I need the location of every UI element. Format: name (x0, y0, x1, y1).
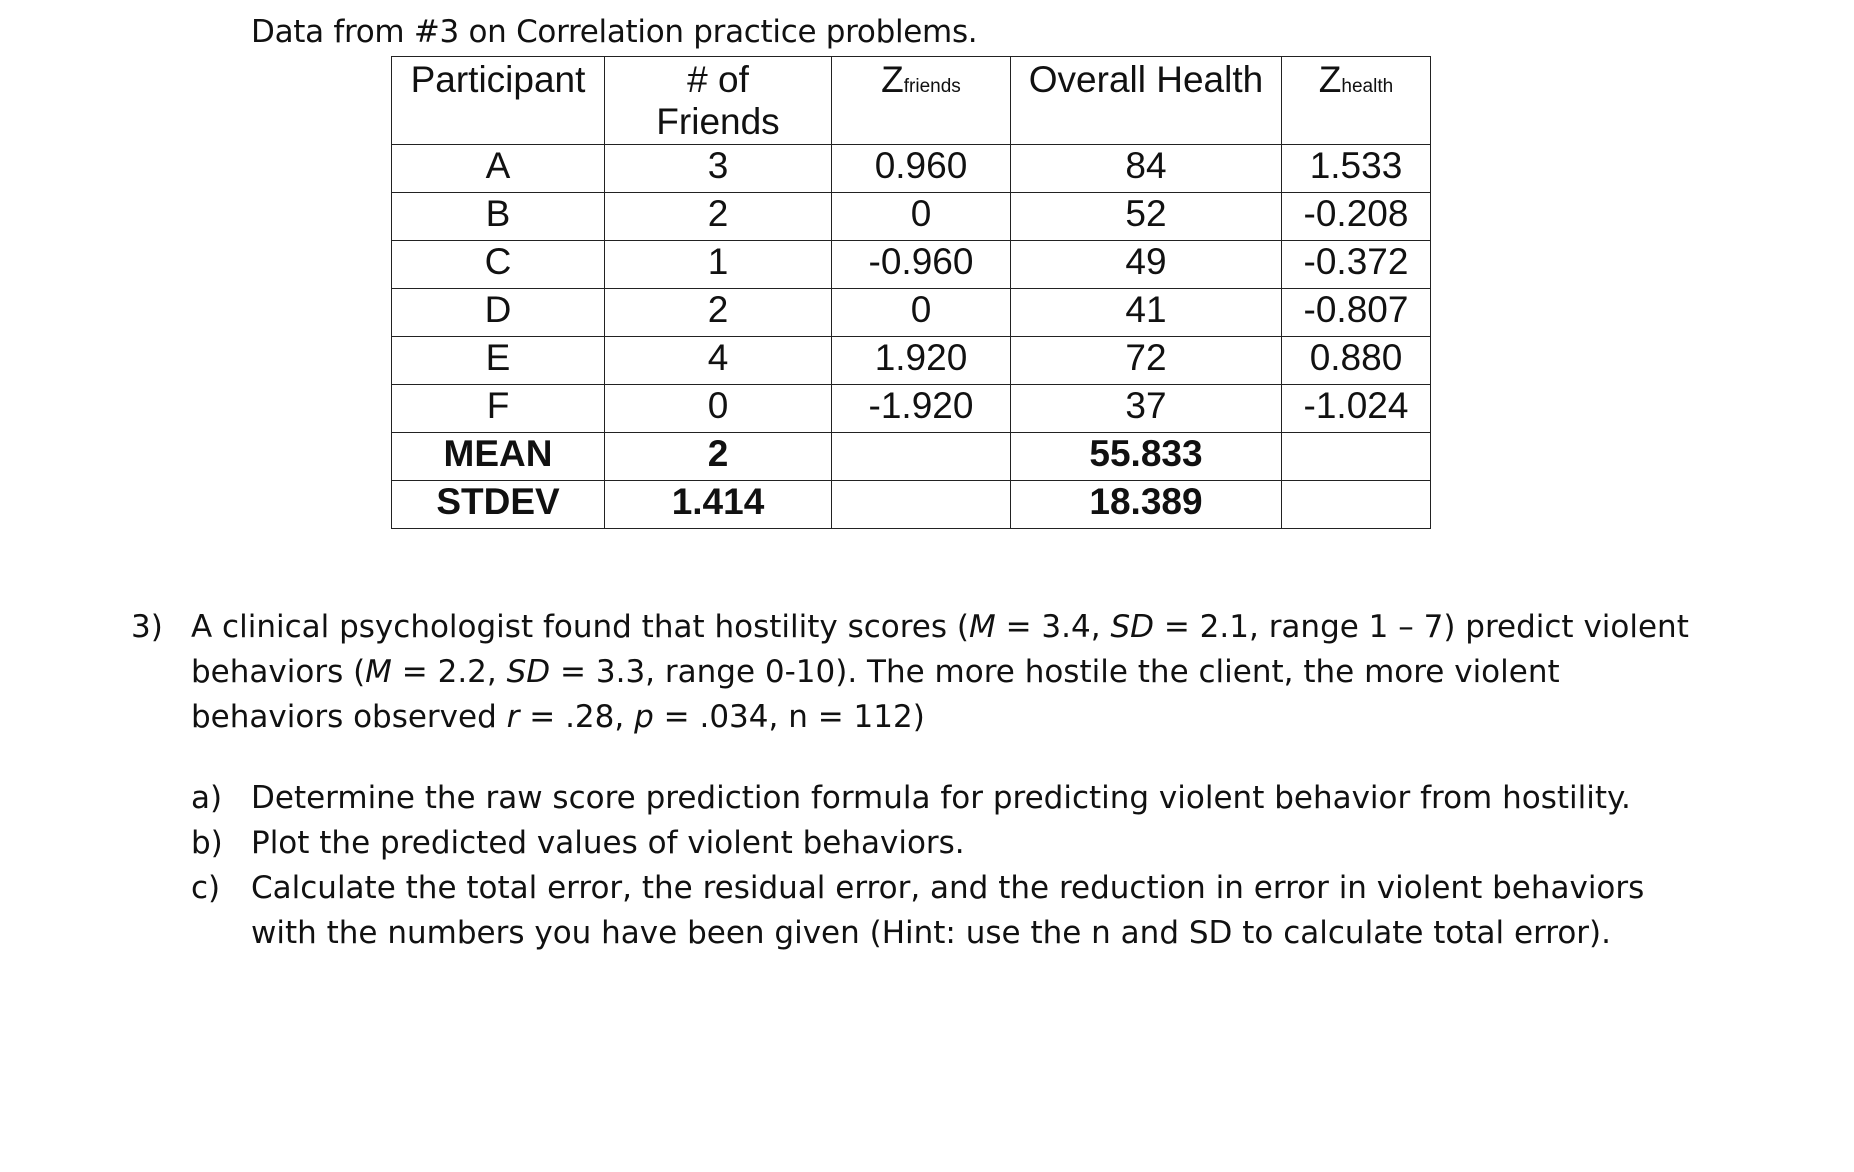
cell-friends: 1 (605, 241, 832, 289)
cell-friends: 2 (605, 289, 832, 337)
problem-text (191, 605, 1691, 740)
table-row (392, 289, 1431, 337)
summary-zfriends (832, 481, 1011, 529)
subquestion-label: b) (191, 825, 223, 861)
cell-zfriends: -1.920 (832, 385, 1011, 433)
cell-zfriends: 1.920 (832, 337, 1011, 385)
header-zhealth (1282, 57, 1431, 145)
caption: Data from #3 on Correlation practice problems. (251, 14, 978, 50)
table-row (392, 193, 1431, 241)
problem-text-part: = 3.3, range 0-10). The more hostile the client, the more violent behaviors observed (191, 654, 1560, 735)
summary-label: MEAN (392, 433, 605, 481)
subquestion-label: c) (191, 870, 221, 906)
subquestion-text: Plot the predicted values of violent behaviors. (251, 825, 965, 861)
header-friends (605, 57, 832, 145)
problem-text-part: = 3.4, (995, 609, 1111, 645)
summary-zfriends (832, 433, 1011, 481)
summary-zhealth (1282, 433, 1431, 481)
cell-health: 72 (1011, 337, 1282, 385)
summary-friends: 1.414 (605, 481, 832, 529)
header-participant: Participant (392, 57, 605, 145)
problem-3 (131, 605, 1691, 740)
cell-zhealth: -0.807 (1282, 289, 1431, 337)
summary-row-stdev (392, 481, 1431, 529)
cell-zfriends: 0 (832, 193, 1011, 241)
cell-friends: 0 (605, 385, 832, 433)
cell-zfriends: -0.960 (832, 241, 1011, 289)
subquestion-item (191, 821, 1691, 866)
table-row (392, 241, 1431, 289)
problem-text-part: = .034, n = 112) (653, 699, 925, 735)
cell-health: 49 (1011, 241, 1282, 289)
cell-health: 37 (1011, 385, 1282, 433)
summary-health: 55.833 (1011, 433, 1282, 481)
table-row (392, 145, 1431, 193)
header-zfriends-sub: friends (903, 76, 961, 97)
cell-zhealth: 1.533 (1282, 145, 1431, 193)
data-table (391, 56, 1431, 529)
cell-participant: F (392, 385, 605, 433)
table-header-row (392, 57, 1431, 145)
cell-health: 41 (1011, 289, 1282, 337)
cell-health: 52 (1011, 193, 1282, 241)
header-zfriends-main: Z (881, 59, 904, 100)
header-friends-line2: Friends (656, 101, 780, 142)
stat-symbol: p (634, 699, 654, 735)
cell-participant: D (392, 289, 605, 337)
table-row (392, 385, 1431, 433)
stat-symbol: M (365, 654, 392, 690)
summary-label: STDEV (392, 481, 605, 529)
summary-health: 18.389 (1011, 481, 1282, 529)
header-zhealth-sub: health (1341, 76, 1394, 97)
cell-participant: B (392, 193, 605, 241)
cell-participant: A (392, 145, 605, 193)
cell-health: 84 (1011, 145, 1282, 193)
subquestion-text: Calculate the total error, the residual error, and the reduction in error in violent behaviors with the numbers you have been given (Hint: use the n and SD to calculate total error). (251, 870, 1645, 951)
table-row (392, 337, 1431, 385)
stat-symbol: SD (506, 654, 551, 690)
problem-text-part: = 2.2, (391, 654, 507, 690)
stat-symbol: r (506, 699, 520, 735)
cell-zfriends: 0 (832, 289, 1011, 337)
header-health: Overall Health (1011, 57, 1282, 145)
header-friends-line1: # of (687, 59, 749, 100)
cell-zhealth: -0.372 (1282, 241, 1431, 289)
problem-text-part: A clinical psychologist found that hostility scores ( (191, 609, 969, 645)
subquestion-text: Determine the raw score prediction formula for predicting violent behavior from hostility. (251, 780, 1631, 816)
problem-text-part: = .28, (519, 699, 635, 735)
cell-participant: E (392, 337, 605, 385)
cell-zhealth: 0.880 (1282, 337, 1431, 385)
subquestion-item (191, 866, 1691, 956)
problem-text-part: = 2.1, range 1 – 7) predict violent behaviors ( (191, 609, 1689, 690)
subquestion-label: a) (191, 780, 223, 816)
subquestion-list (191, 776, 1691, 956)
summary-row-mean (392, 433, 1431, 481)
cell-friends: 4 (605, 337, 832, 385)
stat-symbol: SD (1110, 609, 1154, 645)
cell-zhealth: -0.208 (1282, 193, 1431, 241)
stat-symbol: M (968, 609, 996, 645)
header-zhealth-main: Z (1318, 59, 1342, 100)
cell-zfriends: 0.960 (832, 145, 1011, 193)
summary-friends: 2 (605, 433, 832, 481)
subquestion-item (191, 776, 1691, 821)
problem-number: 3) (131, 609, 163, 645)
summary-zhealth (1282, 481, 1431, 529)
cell-participant: C (392, 241, 605, 289)
header-zfriends (832, 57, 1011, 145)
cell-friends: 3 (605, 145, 832, 193)
cell-friends: 2 (605, 193, 832, 241)
cell-zhealth: -1.024 (1282, 385, 1431, 433)
